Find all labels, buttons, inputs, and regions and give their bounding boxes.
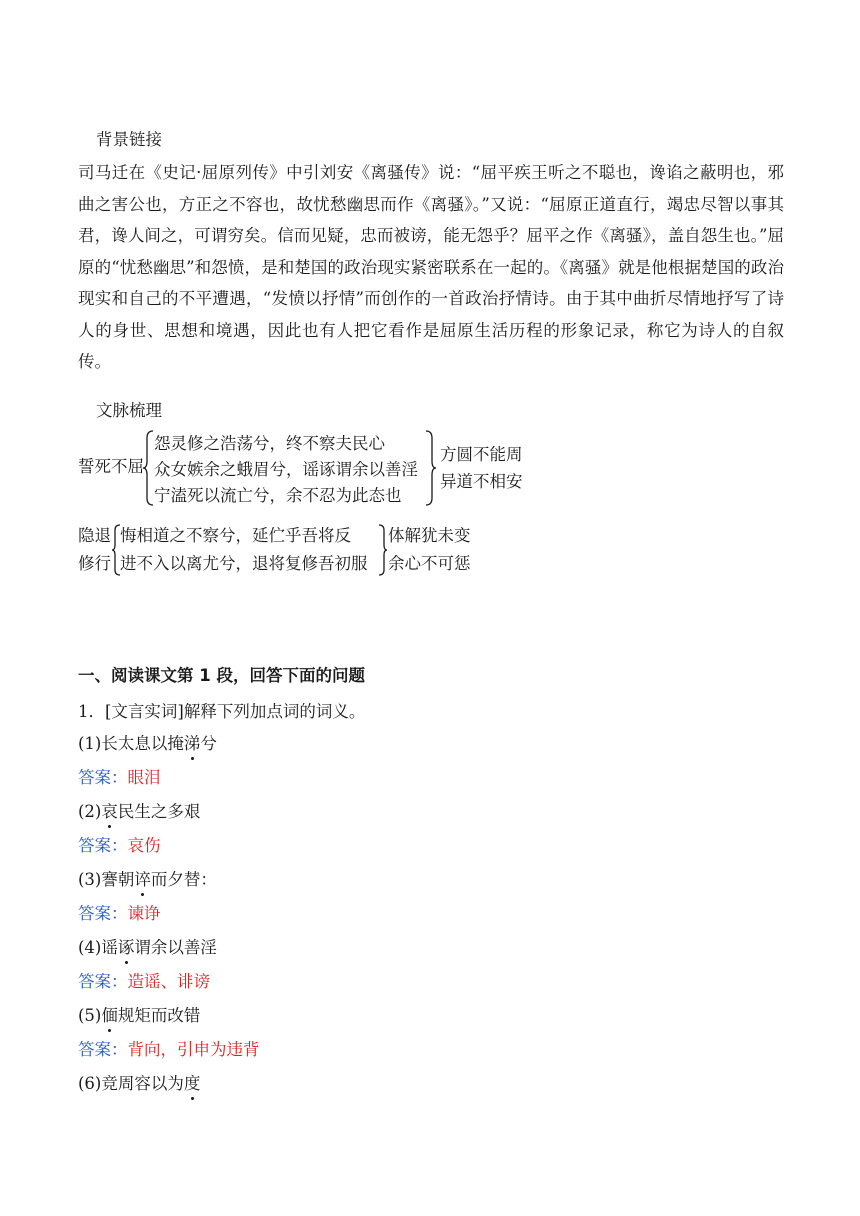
dotted-word: 度 [183, 1074, 201, 1093]
dotted-word: 涕 [183, 734, 201, 753]
question-item: (3)謇朝谇而夕替： [78, 870, 217, 889]
answer-label: 答案： [78, 972, 128, 991]
answer-row [78, 971, 210, 993]
question-1: 1．[文言实词]解释下列加点词的词义。 [78, 702, 366, 721]
right-brace-icon [378, 524, 388, 576]
outline-group1-result: 方圆不能周 [440, 445, 523, 464]
answer-row [78, 1039, 260, 1061]
answer-text: 谏诤 [127, 904, 161, 923]
answer-row [78, 903, 161, 925]
answer-label: 答案： [78, 768, 128, 787]
outline-group2-line: 进不入以离尤兮，退将复修吾初服 [120, 554, 368, 573]
answer-row [78, 767, 161, 789]
answer-text: 造谣、诽谤 [127, 972, 210, 991]
dotted-word: 诼 [117, 938, 135, 957]
question-item: (1)长太息以掩涕兮 [78, 734, 217, 753]
question-item: (6)竞周容以为度 [78, 1074, 201, 1093]
dotted-word: 偭 [101, 1006, 118, 1025]
outline-group1-line: 众女嫉余之蛾眉兮，谣诼谓余以善淫 [154, 460, 418, 479]
outline-group2-label: 修行 [78, 554, 111, 573]
background-title: 背景链接 [96, 130, 162, 149]
outline-title: 文脉梳理 [96, 401, 162, 420]
dotted-word: 哀 [101, 802, 118, 821]
answer-label: 答案： [78, 904, 128, 923]
outline-group2-line: 悔相道之不察兮，延伫乎吾将反 [120, 526, 351, 545]
outline-group1-result: 异道不相安 [440, 472, 523, 491]
left-brace-icon [142, 430, 154, 506]
answer-text: 哀伤 [127, 836, 161, 855]
answer-row [78, 835, 161, 857]
question-item: (4)谣诼谓余以善淫 [78, 938, 217, 957]
background-paragraph: 司马迁在《史记·屈原列传》中引刘安《离骚传》说：“屈平疾王听之不聪也，谗谄之蔽明也，邪曲之害公也，方正之不容也，故忧愁幽思而作《离骚》。”又说：“屈原正道直行，竭忠尽智以事其君，谗人间之，可谓穷矣。信而见疑，忠而被谤，能无怨乎？屈平之作《离骚》，盖自怨生也。”屈原的“忧愁幽思”和怨愤，是和楚国的政治现实紧密联系在一起的。《离骚》就是他根据楚国的政治现实和自己的不平遭遇，“发愤以抒情”而创作的一首政治抒情诗。由于其中曲折尽情地抒写了诗人的身世、思想和境遇，因此也有人把它看作是屈原生活历程的形象记录，称它为诗人的自叙传。 [78, 163, 784, 371]
question-item: (2)哀民生之多艰 [78, 802, 201, 821]
right-brace-icon [425, 430, 437, 506]
dotted-word: 谇 [134, 870, 151, 889]
answer-label: 答案： [78, 1040, 128, 1059]
question-item: (5)偭规矩而改错 [78, 1006, 201, 1025]
answer-label: 答案： [78, 836, 128, 855]
outline-group2-result: 余心不可惩 [388, 554, 471, 573]
outline-group1-line: 怨灵修之浩荡兮，终不察夫民心 [154, 434, 385, 453]
outline-group1-label: 誓死不屈 [78, 457, 144, 476]
outline-group2-result: 体解犹未变 [388, 526, 471, 545]
answer-text: 眼泪 [127, 768, 161, 787]
outline-group2-label: 隐退 [78, 526, 111, 545]
answer-text: 背向，引申为违背 [127, 1040, 260, 1059]
section-heading: 一、阅读课文第 1 段，回答下面的问题 [78, 666, 365, 685]
outline-group1-line: 宁溘死以流亡兮，余不忍为此态也 [154, 486, 402, 505]
